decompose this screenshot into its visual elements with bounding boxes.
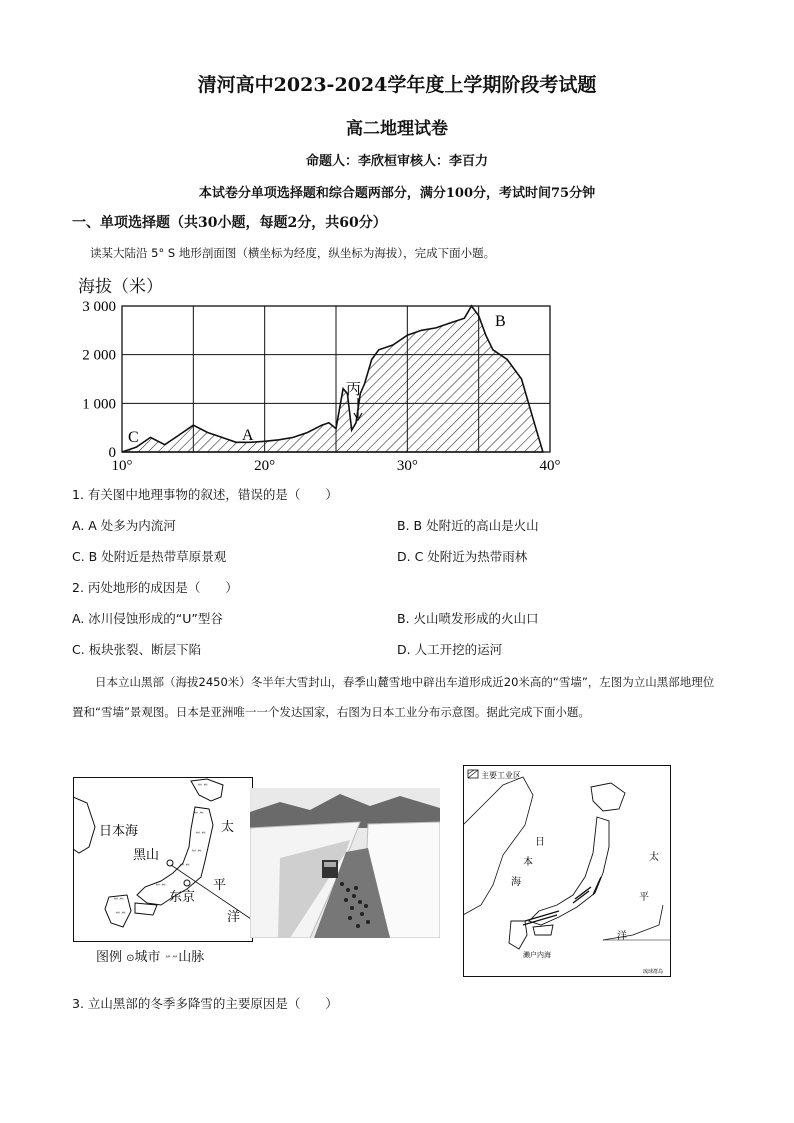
label-inland-sea: 濑户内海: [523, 951, 551, 959]
x-tick-labels: [112, 458, 561, 474]
profile-chart: [66, 296, 586, 476]
x-tick-label: 10°: [111, 458, 133, 474]
exam-info: 本试卷分单项选择题和综合题两部分，满分100分，考试时间75分钟: [198, 186, 596, 201]
label-corner: 琉球群岛: [643, 970, 664, 975]
q3-stem: 3. 立山黑部的冬季多降雪的主要原因是（ ）: [72, 996, 338, 1011]
label-heishan: 黑山: [133, 847, 160, 862]
q1-option-a[interactable]: A. A 处多为内流河: [72, 518, 176, 533]
left-map-legend: [96, 946, 204, 965]
label-tokyo: 东京: [169, 889, 196, 904]
svg-text:ᄴᄴ: ᄴᄴ: [179, 865, 191, 871]
legend-title: 图例: [96, 950, 123, 965]
svg-text:ᄴᄴ: ᄴᄴ: [193, 813, 205, 819]
mountain-legend-icon: ᄴᄴ: [164, 955, 179, 963]
label-pacific-2: 平: [213, 877, 227, 892]
label-pacific-3: 洋: [227, 909, 241, 924]
label-pacific-1: 太: [221, 819, 235, 834]
legend-mountain: 山脉: [178, 950, 205, 965]
x-tick-label: 20°: [254, 458, 276, 474]
label-A: A: [242, 427, 254, 444]
japan-location-map: [73, 777, 253, 942]
label-sea-r2: 本: [523, 857, 533, 868]
label-bing: 丙: [346, 382, 362, 398]
section-heading: 一、单项选择题（共30小题，每题2分，共60分）: [72, 215, 387, 231]
x-tick-label: 40°: [539, 458, 561, 474]
snow-wall-photo: [250, 788, 440, 938]
q1-option-c[interactable]: C. B 处附近是热带草原景观: [72, 549, 227, 564]
q2-option-d[interactable]: D. 人工开挖的运河: [397, 642, 503, 657]
industry-legend-text: 主要工业区: [481, 771, 521, 780]
label-C: C: [128, 429, 139, 446]
y-tick-label: 0: [108, 445, 116, 461]
label-sea-r3: 海: [511, 877, 521, 888]
x-tick-label: 30°: [396, 458, 418, 474]
y-tick-label: 2 000: [82, 347, 116, 364]
q2-option-c[interactable]: C. 板块张裂、断层下陷: [72, 642, 202, 657]
japan-industry-map: [463, 765, 671, 977]
profile-area: [122, 306, 543, 452]
svg-text:ᄴᄴ: ᄴᄴ: [113, 899, 125, 905]
q1-option-b[interactable]: B. B 处附近的高山是火山: [397, 518, 539, 533]
label-sea-of-japan: 日本海: [99, 823, 139, 838]
q1-stem: 1. 有关图中地理事物的叙述，错误的是（ ）: [72, 487, 338, 502]
q2-option-a[interactable]: A. 冰川侵蚀形成的“U”型谷: [72, 611, 223, 626]
label-pac-r3: 洋: [617, 931, 627, 942]
y-tick-label: 1 000: [82, 396, 116, 413]
svg-text:ᄴᄴ: ᄴᄴ: [191, 851, 203, 857]
y-tick-label: 3 000: [82, 299, 116, 315]
passage-text: 日本立山黑部（海拔2450米）冬半年大雪封山，春季山麓雪地中辟出车道形成近20米高的“雪墙”，左图为立山黑部地理位置和“雪墙”景观图。日本是亚洲唯一一个发达国家，右图为日本工业分布示意图。据此完成下面小题。: [72, 675, 715, 719]
q2-stem: 2. 丙处地形的成因是（ ）: [72, 580, 238, 595]
svg-text:ᄴᄴ: ᄴᄴ: [115, 913, 127, 919]
legend-city: 城市: [134, 950, 161, 965]
label-pac-r1: 太: [649, 852, 659, 863]
section-intro: 读某大陆沿 5° S 地形剖面图（横坐标为经度，纵坐标为海拔），完成下面小题。: [90, 246, 496, 260]
svg-text:ᄴᄴ: ᄴᄴ: [197, 785, 209, 791]
label-sea-r1: 日: [535, 837, 545, 848]
authors-line: 命题人：李欣桓审核人：李百力: [305, 154, 488, 169]
chart-ylabel: 海拔（米）: [78, 277, 163, 297]
q1-option-d[interactable]: D. C 处附近为热带雨林: [397, 549, 528, 564]
svg-text:ᄴᄴ: ᄴᄴ: [195, 833, 207, 839]
label-pac-r2: 平: [639, 892, 649, 903]
y-tick-labels: [82, 299, 116, 461]
label-B: B: [495, 313, 506, 330]
city-legend-icon: ⊙: [126, 953, 135, 964]
q2-option-b[interactable]: B. 火山喷发形成的火山口: [397, 611, 539, 626]
exam-title: 清河高中2023-2024学年度上学期阶段考试题: [197, 74, 597, 96]
exam-subtitle: 高二地理试卷: [346, 119, 448, 139]
svg-text:ᄴᄴ: ᄴᄴ: [155, 885, 167, 891]
